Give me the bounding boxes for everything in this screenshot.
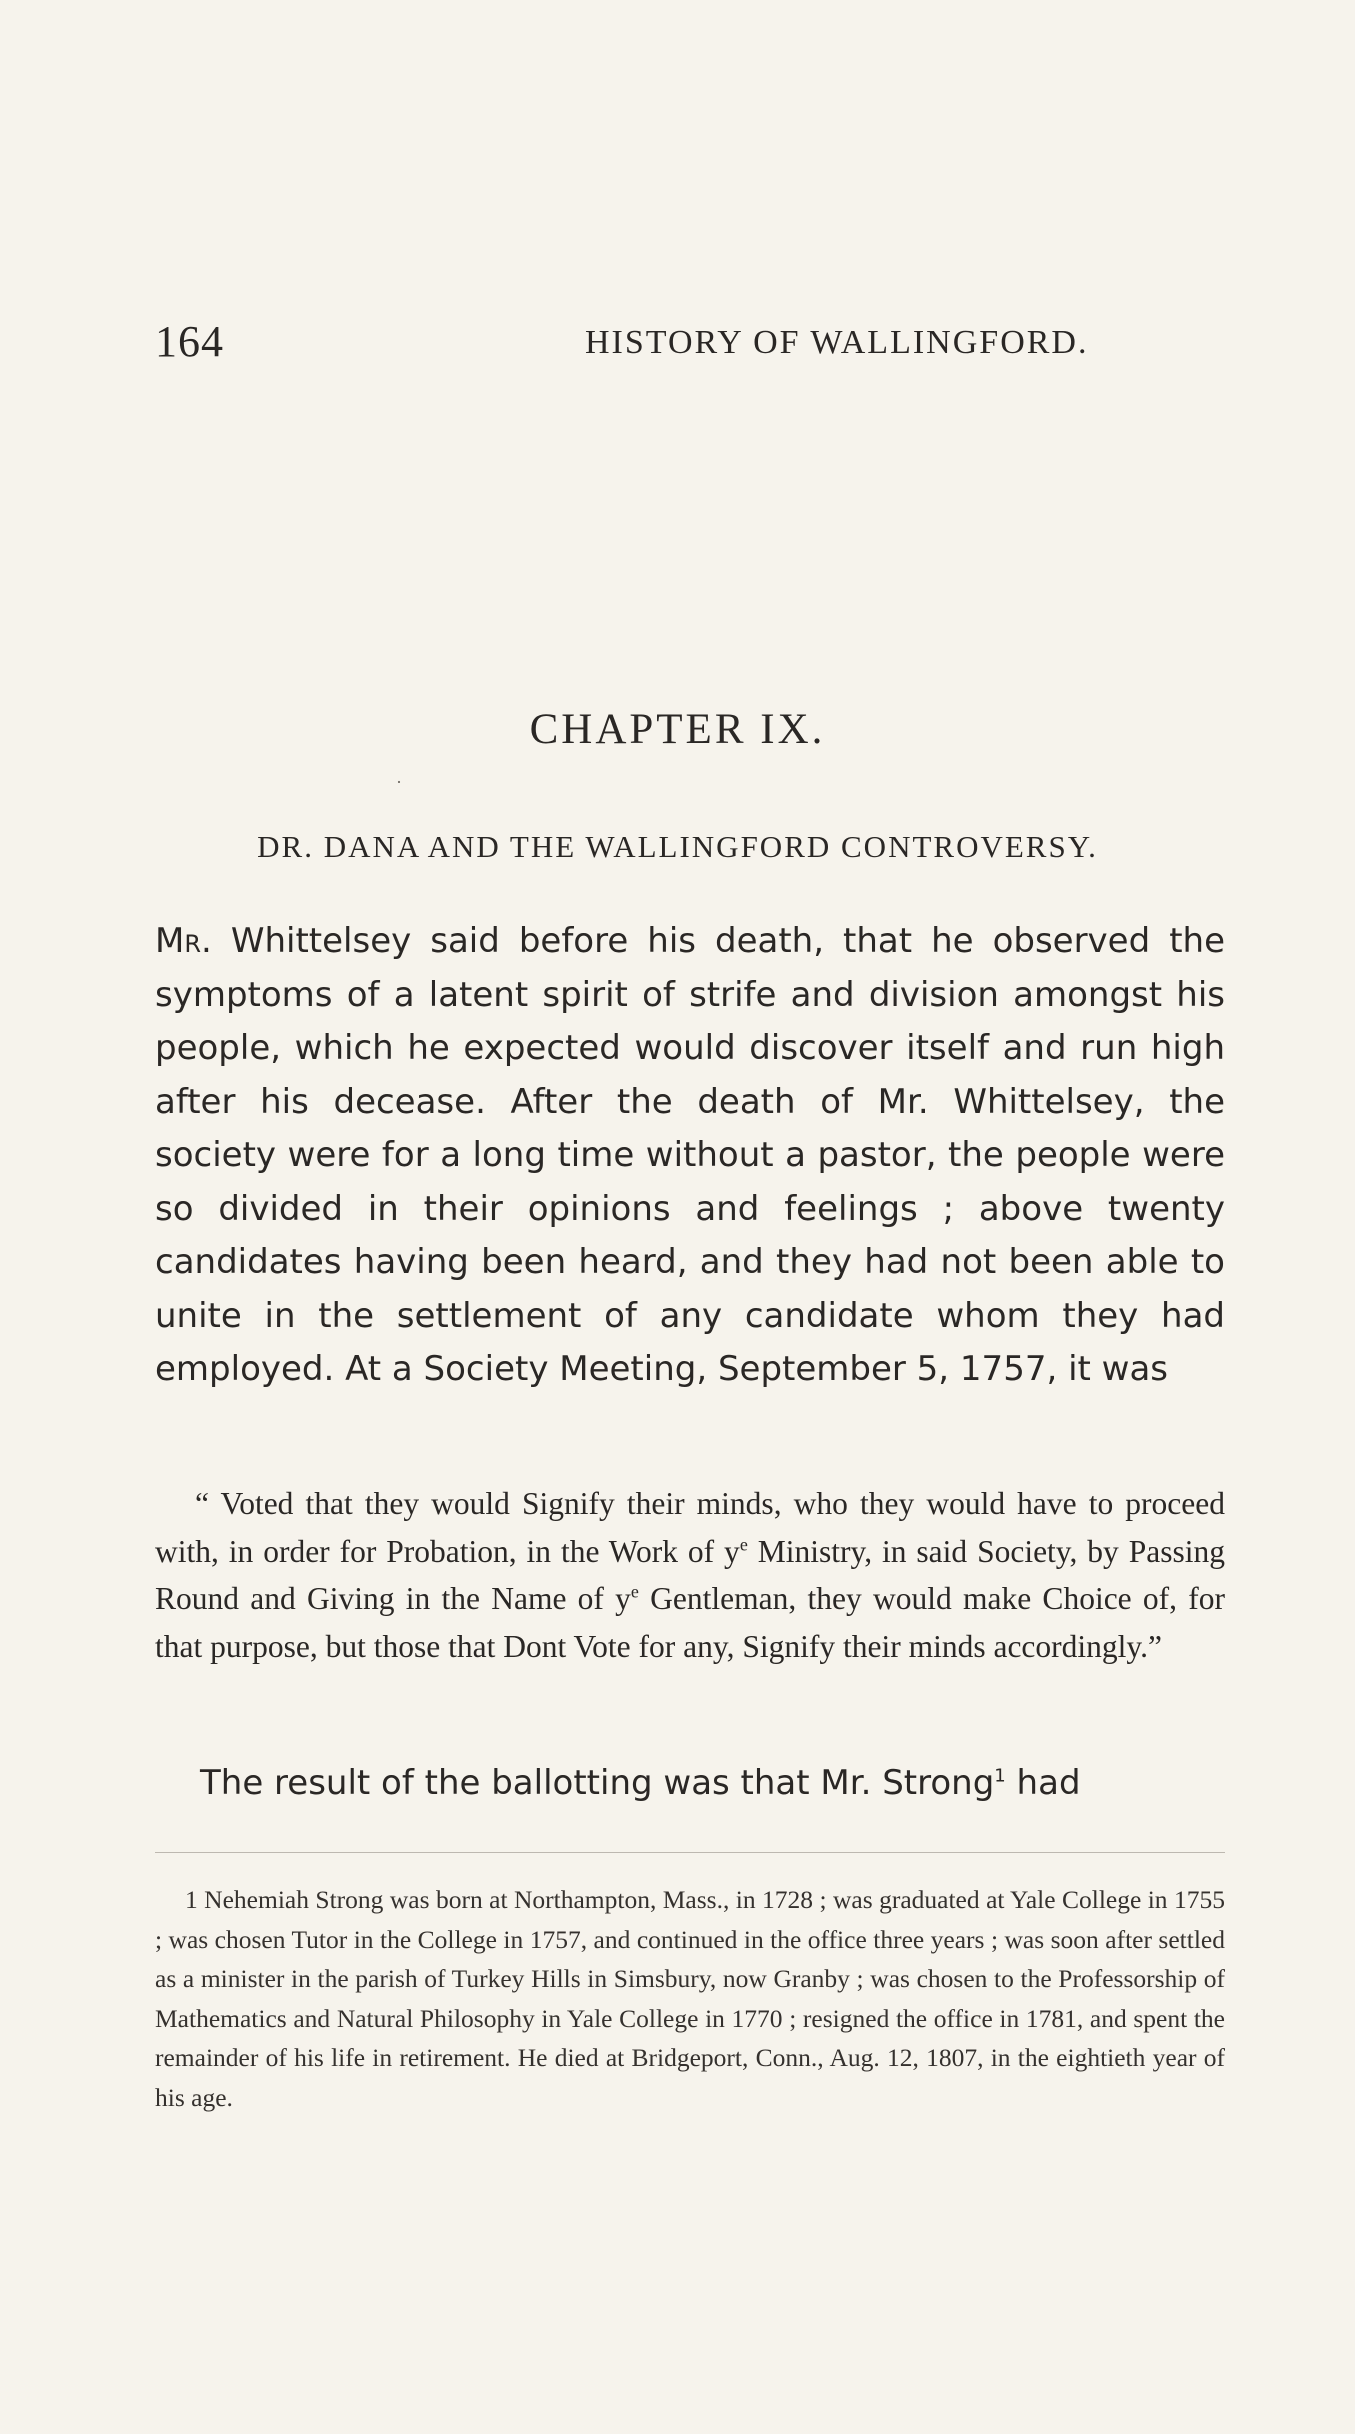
footnote-reference: 1 xyxy=(994,1765,1006,1787)
result-text-2: had xyxy=(1005,1763,1081,1803)
paragraph-lead: Mr. xyxy=(155,921,212,961)
ornament-mark: · xyxy=(396,772,402,792)
running-head xyxy=(155,312,1225,372)
quote-text-2: Ministry, in said Society, by Passing Round and Giving in the Name of y xyxy=(155,1533,1225,1616)
quote-text-3: Gentleman, they would make Choice of, for that purpose, but those that Dont Vote for any, Signify their minds accordingly.” xyxy=(155,1581,1225,1664)
chapter-subtitle: DR. DANA AND THE WALLINGFORD CONTROVERSY. xyxy=(257,829,1098,864)
result-text-1: The result of the ballotting was that Mr. Strong xyxy=(200,1763,995,1803)
page-number: 164 xyxy=(155,317,224,366)
result-paragraph xyxy=(155,1757,1225,1810)
running-title: HISTORY OF WALLINGFORD. xyxy=(585,324,1089,361)
chapter-title: CHAPTER IX. xyxy=(529,706,826,753)
quoted-vote xyxy=(155,1480,1225,1670)
paragraph-text: Whittelsey said before his death, that he observed the symptoms of a latent spirit of strife and division amongst his people, which he expected would discover itself and run high after his decease. After the death of Mr. Whittelsey, the society were for a long time without a pastor, the people were so divided in their opinions and feelings ; above twenty candidates having been heard, and they had not been able to unite in the settlement of any candidate whom they had employed. At a Society Meeting, September 5, 1757, it was xyxy=(155,921,1225,1389)
main-paragraph xyxy=(155,915,1225,1397)
footnote: 1 Nehemiah Strong was born at Northampton, Mass., in 1728 ; was graduated at Yale College in 1755 ; was chosen Tutor in the College in 1757, and continued in the office three years ; was soon after settled as a minister in the parish of Turkey Hills in Simsbury, now Granby ; was chosen to the Professorship of Mathematics and Natural Philosophy in Yale College in 1770 ; resigned the office in 1781, and spent the remainder of his life in retirement. He died at Bridgeport, Conn., Aug. 12, 1807, in the eightieth year of his age. xyxy=(155,1885,1225,2112)
quote-superscript-2: e xyxy=(630,1581,639,1602)
footnote-divider xyxy=(155,1852,1225,1853)
quote-text-1: “ Voted that they would Signify their minds, who they would have to proceed with, in order for Probation, in the Work of y xyxy=(155,1486,1225,1569)
quote-superscript-1: e xyxy=(739,1534,748,1554)
